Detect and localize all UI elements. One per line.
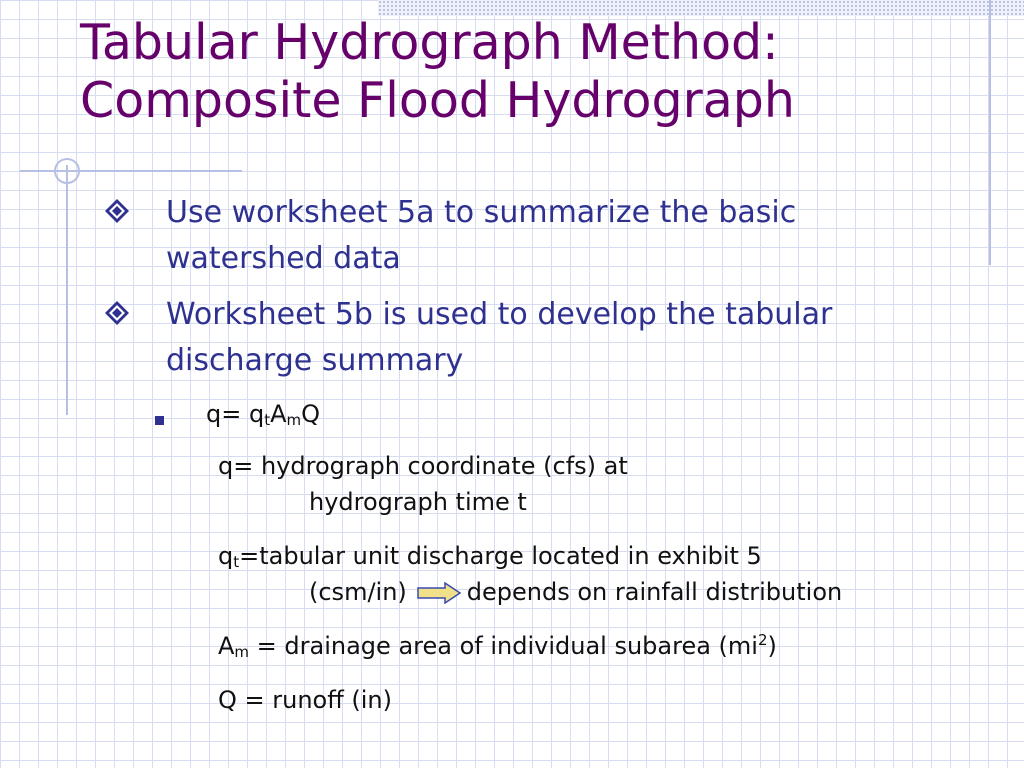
formula-text xyxy=(206,396,320,432)
qt-dependency: depends on rainfall distribution xyxy=(466,578,843,606)
qt-subscript: t xyxy=(233,553,240,571)
definition-Q xyxy=(218,682,998,718)
definition-line: q= hydrograph coordinate (cfs) at xyxy=(218,452,628,480)
formula-area-symbol: A xyxy=(270,400,287,428)
slide-title-line2: Composite Flood Hydrograph xyxy=(80,72,795,129)
am-symbol: A xyxy=(218,632,235,660)
bullet-text-line: Use worksheet 5a to summarize the basic xyxy=(166,195,797,230)
bullet-text-line: watershed data xyxy=(166,241,401,276)
decorative-left-line xyxy=(66,165,68,415)
slide-title xyxy=(80,14,795,130)
definitions-list xyxy=(218,448,998,736)
formula-subscript-m: m xyxy=(286,411,302,429)
definition-line: Q = runoff (in) xyxy=(218,686,392,714)
formula-subscript-t: t xyxy=(264,411,271,429)
bullet-text-line: Worksheet 5b is used to develop the tabular xyxy=(166,297,833,332)
definition-am xyxy=(218,628,998,664)
am-close-paren: ) xyxy=(767,632,777,660)
formula-lhs: q= q xyxy=(206,400,265,428)
definition-q xyxy=(218,448,998,520)
diamond-bullet-icon xyxy=(104,300,130,326)
diamond-bullet-icon xyxy=(104,198,130,224)
am-subscript: m xyxy=(234,643,250,661)
decorative-right-line xyxy=(989,0,991,265)
square-bullet-icon xyxy=(155,416,164,425)
am-superscript: 2 xyxy=(757,631,768,649)
am-description: = drainage area of individual subarea (mi xyxy=(249,632,758,660)
qt-symbol: q xyxy=(218,542,234,570)
definition-line xyxy=(218,542,762,570)
right-arrow-icon xyxy=(417,582,461,604)
decorative-circle xyxy=(54,158,80,184)
qt-description: =tabular unit discharge located in exhibit 5 xyxy=(239,542,762,570)
definition-qt xyxy=(218,538,998,610)
definition-line: hydrograph time t xyxy=(309,488,527,516)
definition-line xyxy=(218,574,998,610)
slide-title-line1: Tabular Hydrograph Method: xyxy=(80,14,779,71)
bullet-text-line: discharge summary xyxy=(166,343,464,378)
qt-units: (csm/in) xyxy=(309,578,407,606)
formula-runoff-symbol: Q xyxy=(301,400,321,428)
